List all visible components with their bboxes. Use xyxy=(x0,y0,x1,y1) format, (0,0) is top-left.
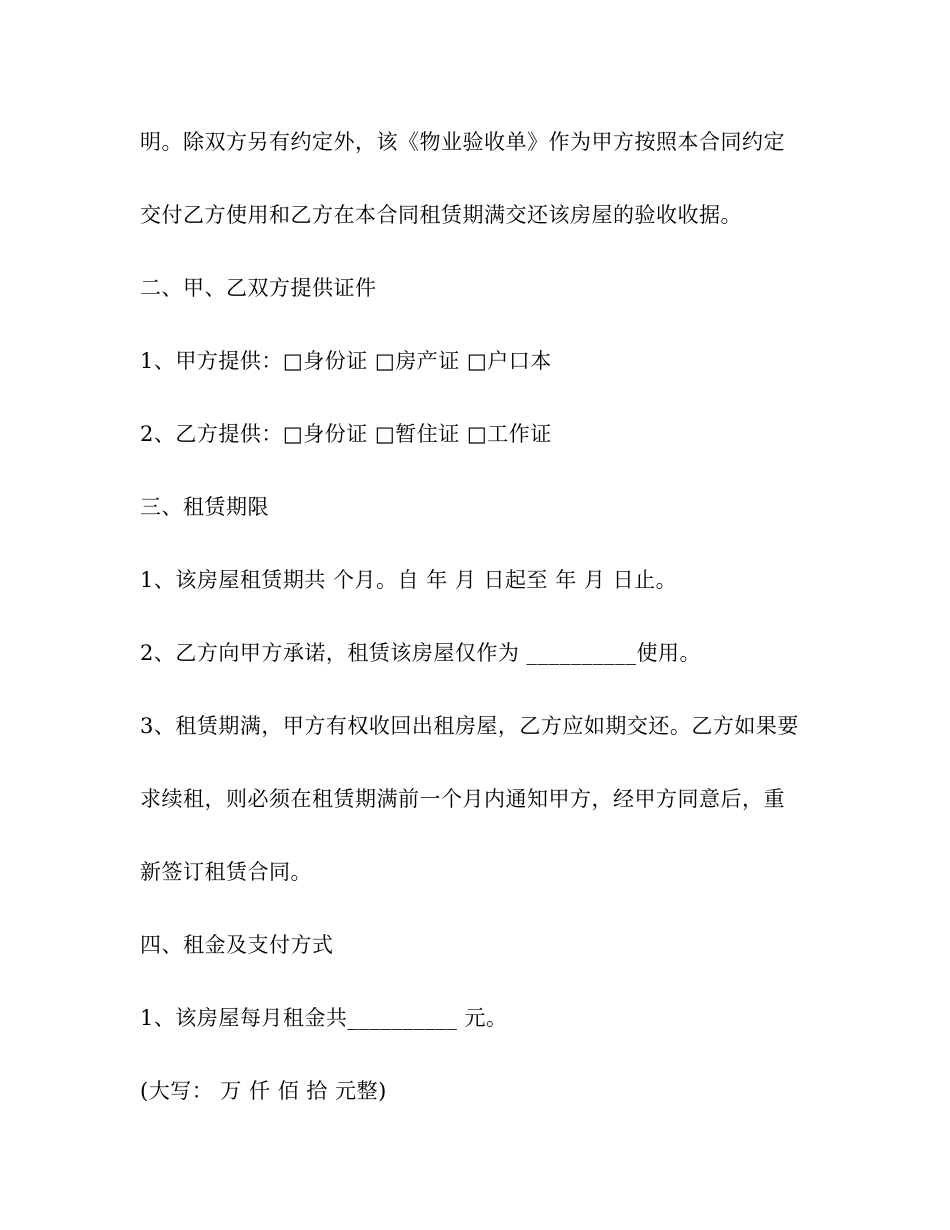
section-heading: 二、甲、乙双方提供证件 xyxy=(140,276,377,300)
section-heading: 四、租金及支付方式 xyxy=(140,933,334,957)
paragraph-line: (大写： 万 仟 佰 拾 元整) xyxy=(140,1079,387,1103)
list-item: 1、该房屋租赁期共 个月。自 年 月 日起至 年 月 日止。 xyxy=(140,568,678,592)
list-item: 2、乙方提供：□身份证 □暂住证 □工作证 xyxy=(140,422,552,446)
list-item: 1、甲方提供：□身份证 □房产证 □户口本 xyxy=(140,349,552,373)
paragraph-line: 求续租，则必须在租赁期满前一个月内通知甲方，经甲方同意后，重 xyxy=(140,787,785,811)
list-item: 2、乙方向甲方承诺，租赁该房屋仅作为 __________使用。 xyxy=(140,641,702,665)
list-item: 1、该房屋每月租金共__________ 元。 xyxy=(140,1006,508,1030)
list-item: 3、租赁期满，甲方有权收回出租房屋，乙方应如期交还。乙方如果要 xyxy=(140,714,799,738)
paragraph-line: 新签订租赁合同。 xyxy=(140,860,312,884)
paragraph-line: 交付乙方使用和乙方在本合同租赁期满交还该房屋的验收收据。 xyxy=(140,203,742,227)
section-heading: 三、租赁期限 xyxy=(140,495,269,519)
paragraph-line: 明。除双方另有约定外，该《物业验收单》作为甲方按照本合同约定 xyxy=(140,130,785,154)
